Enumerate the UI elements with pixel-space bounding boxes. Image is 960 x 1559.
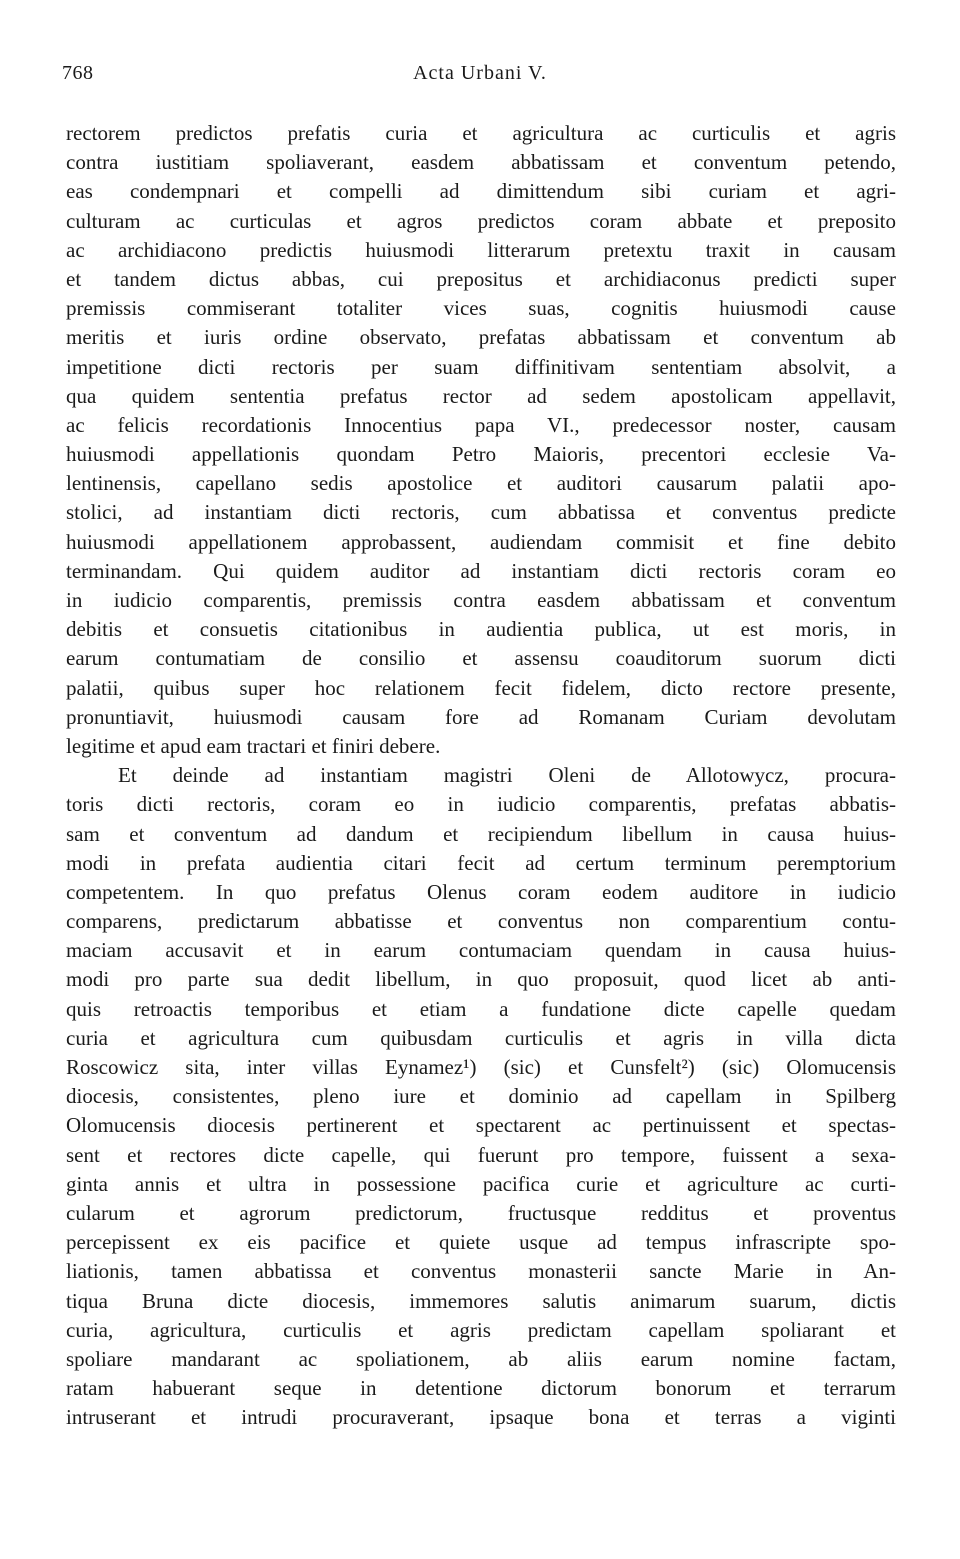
text-line: impetitione dicti rectoris per suam diffinitivam sententiam absolvit, a [66, 354, 896, 379]
text-line: palatii, quibus super hoc relationem fecit fidelem, dicto rectore presente, [66, 675, 896, 700]
text-line: meritis et iuris ordine observato, prefatas abbatissam et conventum ab [66, 325, 896, 350]
page-number: 768 [62, 62, 94, 84]
text-line: rectorem predictos prefatis curia et agricultura ac curticulis et agris [66, 121, 896, 145]
text-line: liationis, tamen abbatissa et conventus monasterii sancte Marie in An- [66, 1259, 896, 1284]
text-line: earum contumatiam de consilio et assensu coauditorum suorum dicti [66, 646, 896, 671]
text-line: competentem. In quo prefatus Olenus coram eodem auditore in iudicio [66, 879, 896, 904]
text-line: tiqua Bruna dicte diocesis, immemores salutis animarum suarum, dictis [66, 1288, 896, 1313]
text-line: percepissent ex eis pacifice et quiete usque ad tempus infrascripte spo- [66, 1230, 896, 1255]
text-line: ac felicis recordationis Innocentius papa VI., predecessor noster, causam [66, 412, 896, 437]
text-line: comparens, predictarum abbatisse et conventus non comparentium contu- [66, 909, 896, 934]
text-line: cularum et agrorum predictorum, fructusque redditus et proventus [66, 1200, 896, 1225]
text-line: diocesis, consistentes, pleno iure et dominio ad capellam in Spilberg [66, 1084, 896, 1109]
text-line: huiusmodi appellationis quondam Petro Maioris, precentori ecclesie Va- [66, 442, 896, 467]
text-line: terminandam. Qui quidem auditor ad instantiam dicti rectoris coram eo [66, 558, 896, 583]
text-line: sam et conventum ad dandum et recipiendum libellum in causa huius- [66, 821, 896, 846]
running-title: Acta Urbani V. [413, 62, 547, 84]
text-line: Roscowicz sita, inter villas Eynamez¹) (sic) et Cunsfelt²) (sic) Olomucensis [66, 1055, 896, 1079]
text-line: spoliare mandarant ac spoliationem, ab aliis earum nomine factam, [66, 1346, 896, 1371]
text-line: modi in prefata audientia citari fecit ad certum terminum peremptorium [66, 850, 896, 875]
text-line: lentinensis, capellano sedis apostolice et auditori causarum palatii apo- [66, 471, 896, 496]
text-line: premissis commiserant totaliter vices suas, cognitis huiusmodi cause [66, 296, 896, 321]
text-line: huiusmodi appellationem approbassent, audiendam commisit et fine debito [66, 529, 896, 554]
text-line: eas condempnari et compelli ad dimittendum sibi curiam et agri- [66, 179, 896, 204]
text-line: sent et rectores dicte capelle, qui fuerunt pro tempore, fuissent a sexa- [66, 1142, 896, 1167]
text-line: contra iustitiam spoliaverant, easdem abbatissam et conventum petendo, [66, 150, 896, 175]
text-line: curia et agricultura cum quibusdam curticulis et agris in villa dicta [66, 1025, 896, 1050]
text-line: Et deinde ad instantiam magistri Oleni de Allotowycz, procura- [118, 763, 896, 788]
text-line: in iudicio comparentis, premissis contra easdem abbatissam et conventum [66, 588, 896, 612]
text-line: curia, agricultura, curticulis et agris predictam capellam spoliarant et [66, 1317, 896, 1342]
text-line: et tandem dictus abbas, cui prepositus et archidiaconus predicti super [66, 266, 896, 291]
body-text [66, 119, 896, 1432]
text-line: legitime et apud eam tractari et finiri debere. [66, 733, 441, 758]
text-line: pronuntiavit, huiusmodi causam fore ad Romanam Curiam devolutam [66, 704, 896, 729]
text-line: debitis et consuetis citationibus in audientia publica, ut est moris, in [66, 617, 896, 642]
text-line: culturam ac curticulas et agros predictos coram abbate et preposito [66, 208, 896, 233]
text-line: quis retroactis temporibus et etiam a fundatione dicte capelle quedam [66, 996, 896, 1021]
text-line: ratam habuerant seque in detentione dictorum bonorum et terrarum [66, 1376, 896, 1401]
text-line: stolici, ad instantiam dicti rectoris, cum abbatissa et conventus predicte [66, 500, 896, 525]
text-line: ginta annis et ultra in possessione pacifica curie et agriculture ac curti- [66, 1171, 896, 1196]
text-line: ac archidiacono predictis huiusmodi litterarum pretextu traxit in causam [66, 237, 896, 262]
text-line: modi pro parte sua dedit libellum, in quo proposuit, quod licet ab anti- [66, 967, 896, 992]
text-line: maciam accusavit et in earum contumaciam quendam in causa huius- [66, 938, 896, 963]
page-header [62, 62, 898, 92]
text-line: intruserant et intrudi procuraverant, ipsaque bona et terras a viginti [66, 1405, 896, 1430]
text-line: qua quidem sententia prefatus rector ad sedem apostolicam appellavit, [66, 383, 896, 408]
text-line: toris dicti rectoris, coram eo in iudicio comparentis, prefatas abbatis- [66, 792, 896, 817]
text-line: Olomucensis diocesis pertinerent et spectarent ac pertinuissent et spectas- [66, 1113, 896, 1138]
